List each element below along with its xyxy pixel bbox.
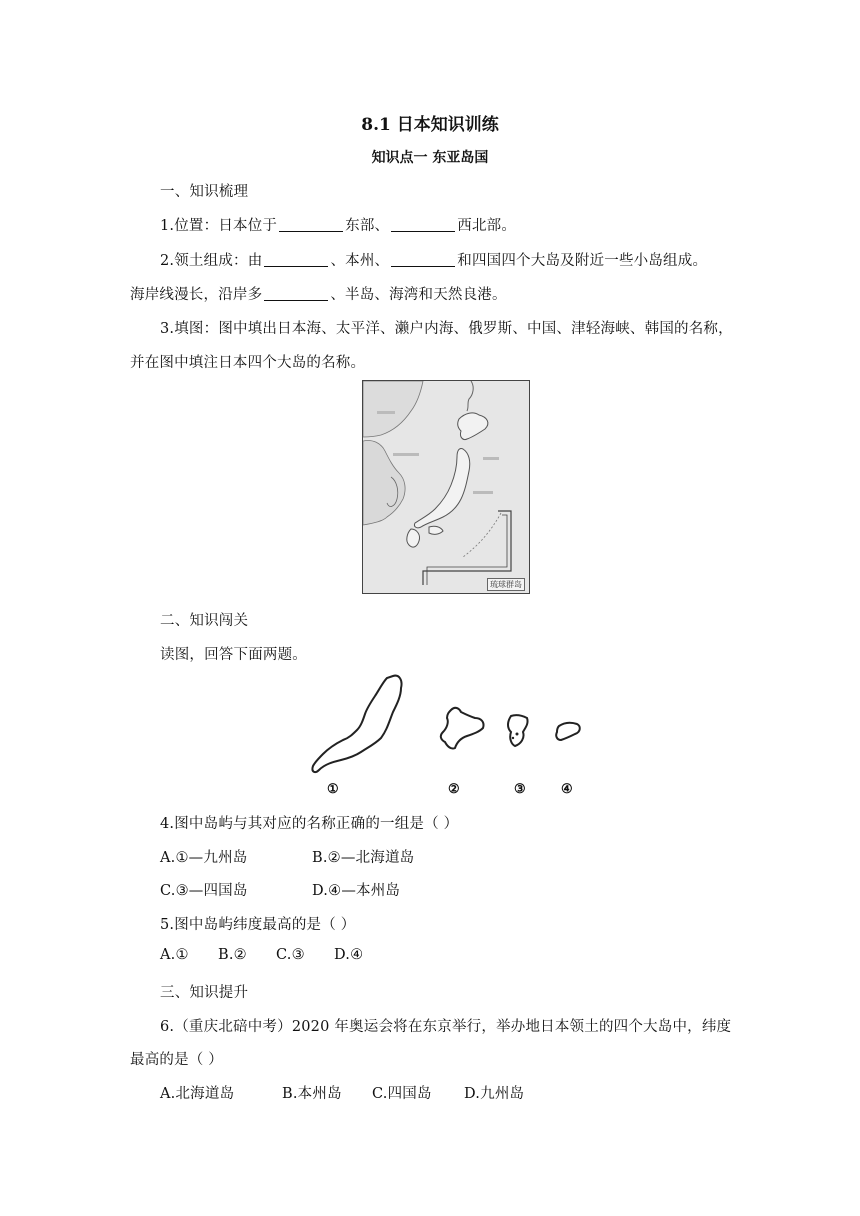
question-3-line-1: 3.填图：图中填出日本海、太平洋、濑户内海、俄罗斯、中国、津轻海峡、韩国的名称，	[160, 321, 733, 337]
japan-blank-map	[362, 380, 530, 594]
q6-option-c[interactable]: C.四国岛	[372, 1086, 432, 1102]
page-title: 8.1 日本知识训练	[361, 115, 499, 135]
question-6-options	[160, 1082, 524, 1103]
q6-option-d[interactable]: D.九州岛	[464, 1086, 525, 1102]
answer-blank[interactable]	[391, 217, 455, 232]
question-4-stem: 4.图中岛屿与其对应的名称正确的一组是（ ）	[160, 816, 459, 832]
island-label-2: ②	[448, 782, 460, 797]
q4-option-d[interactable]: D.④—本州岛	[312, 883, 401, 899]
island-label-3: ③	[514, 782, 526, 797]
question-5-options	[160, 947, 363, 963]
question-2-line-2	[130, 283, 507, 304]
q4-option-b[interactable]: B.②—北海道岛	[312, 850, 415, 866]
q4-option-a[interactable]: A.①—九州岛	[160, 850, 248, 866]
japan-map-graphic	[363, 381, 529, 593]
q2-text-b: 、本州、	[330, 253, 390, 269]
question-6-line-1: 6.（重庆北碚中考）2020 年奥运会将在东京举行，举办地日本领土的四个大岛中，纬度	[160, 1019, 732, 1035]
q2-text-c: 和四国四个大岛及附近一些小岛组成。	[457, 253, 708, 269]
q1-text-b: 东部、	[345, 218, 390, 234]
question-2-line-1	[160, 249, 707, 270]
island-shapes	[305, 668, 590, 800]
q5-option-d[interactable]: D.④	[334, 947, 364, 963]
q5-option-c[interactable]: C.③	[276, 947, 305, 963]
question-4-options-row-1	[160, 846, 414, 867]
answer-blank[interactable]	[264, 252, 328, 267]
section-heading-3: 三、知识提升	[160, 985, 249, 1001]
section-heading-2: 二、知识闯关	[160, 613, 249, 629]
answer-blank[interactable]	[391, 252, 455, 267]
q1-text-a: 1.位置：日本位于	[160, 218, 278, 234]
page-subtitle: 知识点一 东亚岛国	[371, 150, 489, 166]
question-6-line-2: 最高的是（ ）	[130, 1052, 224, 1068]
island-label-1: ①	[327, 782, 339, 797]
section-heading-1: 一、知识梳理	[160, 184, 249, 200]
q5-option-b[interactable]: B.②	[218, 947, 247, 963]
question-5-stem: 5.图中岛屿纬度最高的是（ ）	[160, 917, 356, 933]
read-map-instruction: 读图，回答下面两题。	[160, 647, 307, 663]
q2-text-d: 海岸线漫长，沿岸多	[130, 287, 263, 303]
q2-text-e: 、半岛、海湾和天然良港。	[330, 287, 507, 303]
q5-option-a[interactable]: A.①	[160, 947, 189, 963]
answer-blank[interactable]	[264, 286, 328, 301]
question-3-line-2: 并在图中填注日本四个大岛的名称。	[130, 355, 366, 371]
q6-option-a[interactable]: A.北海道岛	[160, 1086, 235, 1102]
island-outlines-figure	[305, 668, 590, 800]
question-4-options-row-2	[160, 879, 400, 900]
ryukyu-label: 琉球群岛	[487, 578, 525, 591]
island-label-4: ④	[561, 782, 573, 797]
q1-text-c: 西北部。	[457, 218, 517, 234]
q6-option-b[interactable]: B.本州岛	[282, 1086, 342, 1102]
question-1	[160, 214, 516, 235]
q2-text-a: 2.领土组成：由	[160, 253, 263, 269]
q4-option-c[interactable]: C.③—四国岛	[160, 883, 248, 899]
answer-blank[interactable]	[279, 217, 343, 232]
